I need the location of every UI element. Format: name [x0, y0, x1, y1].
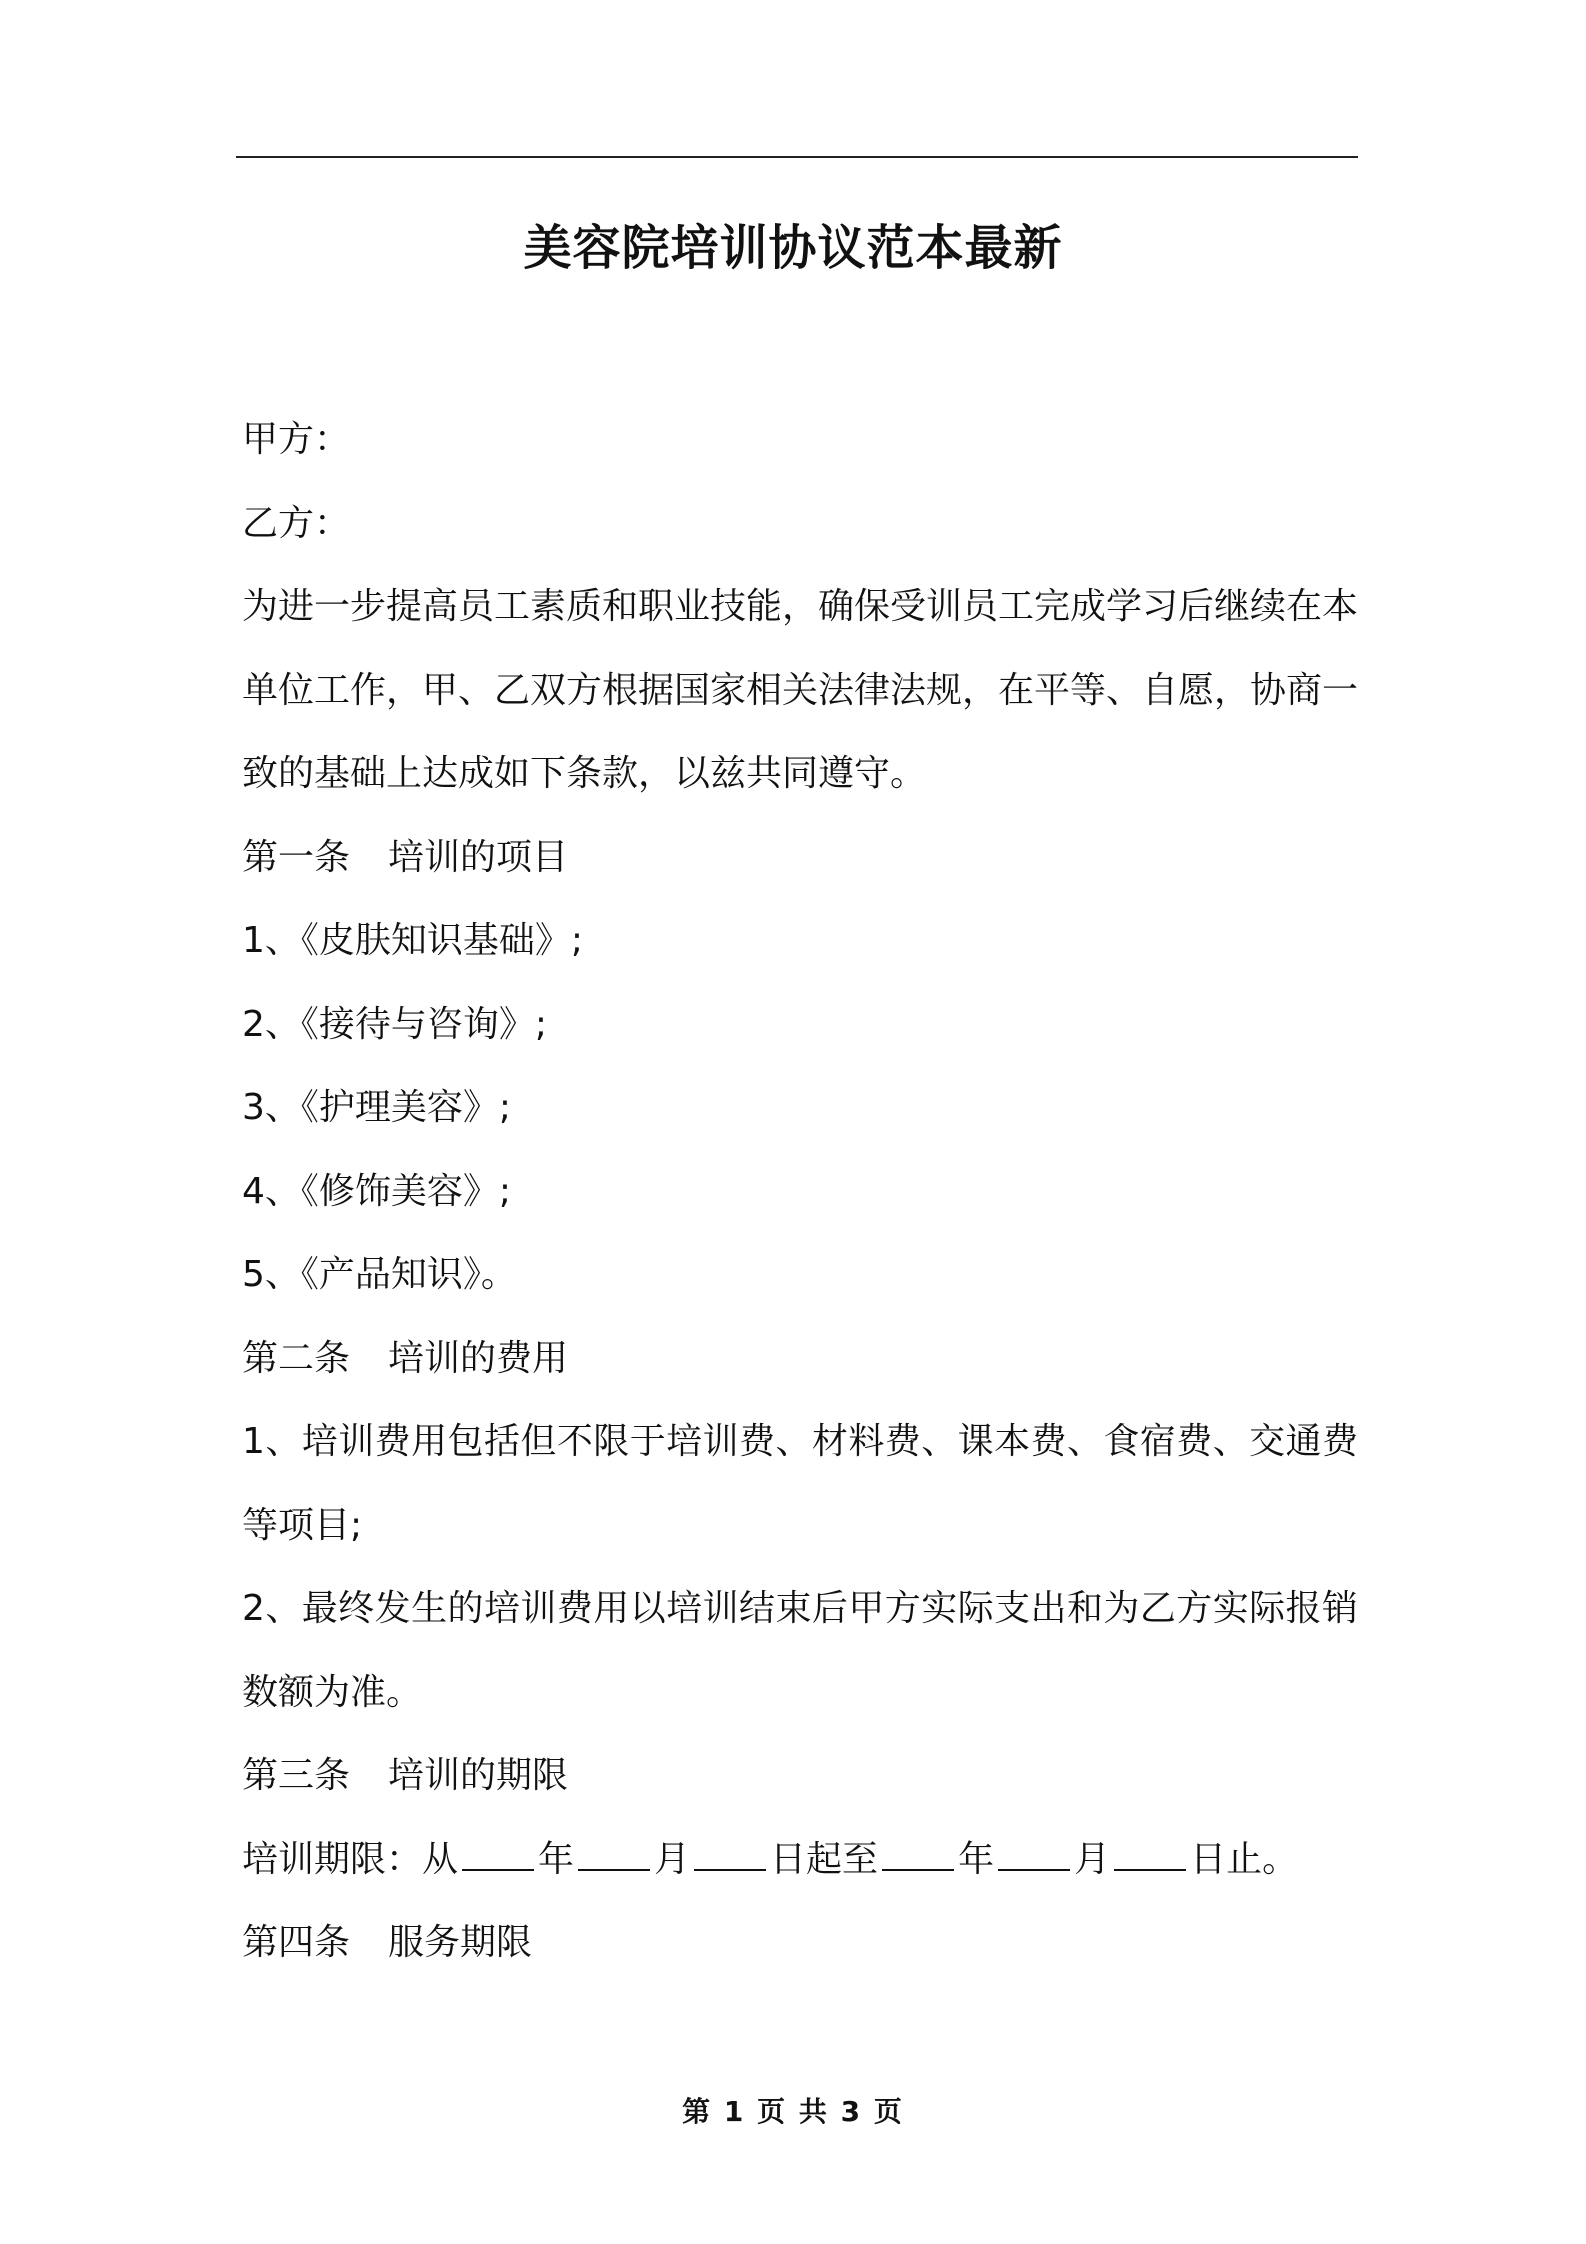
- year-label: 年: [538, 1838, 575, 1880]
- day-from-label: 日起至: [770, 1838, 879, 1880]
- article-name: 服务期限: [388, 1922, 533, 1963]
- list-item: 5、《产品知识》。: [242, 1254, 517, 1295]
- header-rule: [236, 156, 1358, 158]
- article-number: 第一条: [242, 836, 351, 878]
- article-4-heading: [242, 1901, 1358, 1985]
- month-label: 月: [1074, 1838, 1111, 1880]
- fee-item-1: 1、培训费用包括但不限于培训费、材料费、课本费、食宿费、交通费等项目;: [242, 1421, 1358, 1546]
- article-name: 培训的费用: [388, 1337, 569, 1379]
- intro-paragraph: 为进一步提高员工素质和职业技能，确保受训员工完成学习后继续在本单位工作，甲、乙双方根据国家相关法律法规，在平等、自愿，协商一致的基础上达成如下条款，以兹共同遵守。: [242, 586, 1359, 794]
- blank-field: [882, 1839, 954, 1871]
- month-label: 月: [654, 1838, 691, 1880]
- article-number: 第二条: [242, 1337, 351, 1379]
- list-item: 1、《皮肤知识基础》;: [242, 920, 584, 961]
- blank-field: [578, 1839, 650, 1871]
- blank-field: [1114, 1839, 1186, 1871]
- list-item: 4、《修饰美容》;: [242, 1170, 512, 1212]
- party-b-line: 乙方：: [242, 502, 351, 544]
- fee-item-2: 2、最终发生的培训费用以培训结束后甲方实际支出和为乙方实际报销数额为准。: [242, 1588, 1358, 1713]
- article-3-heading: [242, 1734, 1358, 1818]
- list-item: 2、《接待与咨询》;: [242, 1003, 548, 1045]
- document-title: 美容院培训协议范本最新: [523, 220, 1063, 276]
- blank-field: [462, 1839, 534, 1871]
- article-1-heading: [242, 816, 1358, 900]
- blank-field: [694, 1839, 766, 1871]
- article-number: 第四条: [242, 1922, 351, 1963]
- period-label: 培训期限：从: [242, 1838, 459, 1880]
- page-footer: 第 1 页 共 3 页: [682, 2095, 904, 2128]
- article-number: 第三条: [242, 1755, 351, 1796]
- training-period-line: [242, 1818, 1358, 1902]
- article-name: 培训的期限: [388, 1755, 569, 1796]
- day-end-label: 日止。: [1190, 1838, 1299, 1880]
- blank-field: [998, 1839, 1070, 1871]
- list-item: 3、《护理美容》;: [242, 1087, 512, 1128]
- article-2-heading: [242, 1317, 1358, 1401]
- document-body: [242, 398, 1358, 1985]
- party-a-line: 甲方：: [242, 419, 351, 460]
- year-label: 年: [958, 1838, 995, 1880]
- article-name: 培训的项目: [388, 836, 569, 878]
